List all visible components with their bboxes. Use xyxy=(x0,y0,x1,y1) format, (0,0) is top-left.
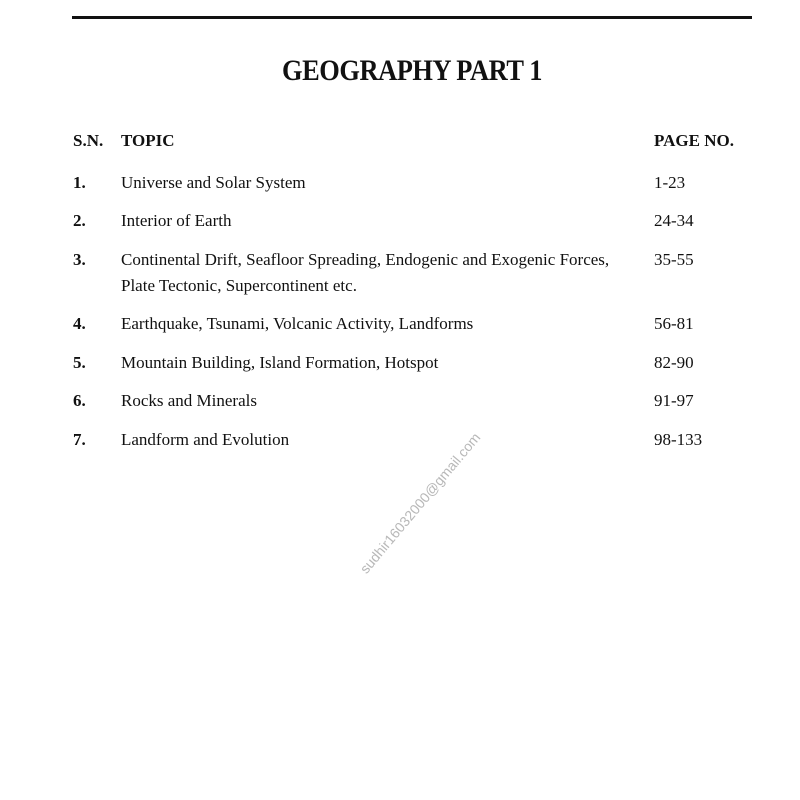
row-page: 91-97 xyxy=(654,391,694,410)
row-page: 35-55 xyxy=(654,250,694,269)
row-sn: 4. xyxy=(73,314,86,333)
row-topic: Universe and Solar System xyxy=(121,173,306,192)
row-topic: Rocks and Minerals xyxy=(121,391,257,410)
top-rule xyxy=(72,16,752,19)
row-topic: Mountain Building, Island Formation, Hotspot xyxy=(121,353,439,372)
row-sn: 1. xyxy=(73,173,86,192)
header-page: PAGE NO. xyxy=(654,131,734,150)
row-sn: 2. xyxy=(73,211,86,230)
row-topic: Interior of Earth xyxy=(121,211,232,230)
row-topic: Landform and Evolution xyxy=(121,430,290,449)
watermark: sudhir16032000@gmail.com xyxy=(356,429,484,577)
row-topic: Earthquake, Tsunami, Volcanic Activity, Landforms xyxy=(121,314,474,333)
row-topic: Continental Drift, Seafloor Spreading, Endogenic and Exogenic Forces, Plate Tectonic, Supercontinent etc. xyxy=(121,250,610,295)
row-sn: 7. xyxy=(73,430,86,449)
row-page: 82-90 xyxy=(654,353,694,372)
row-sn: 5. xyxy=(73,353,86,372)
row-sn: 6. xyxy=(73,391,86,410)
header-topic: TOPIC xyxy=(121,131,175,150)
row-sn: 3. xyxy=(73,250,86,269)
row-page: 98-133 xyxy=(654,430,703,449)
row-page: 24-34 xyxy=(654,211,694,230)
row-page: 56-81 xyxy=(654,314,694,333)
page-title: GEOGRAPHY PART 1 xyxy=(282,54,542,87)
row-page: 1-23 xyxy=(654,173,686,192)
header-sn: S.N. xyxy=(73,131,104,150)
